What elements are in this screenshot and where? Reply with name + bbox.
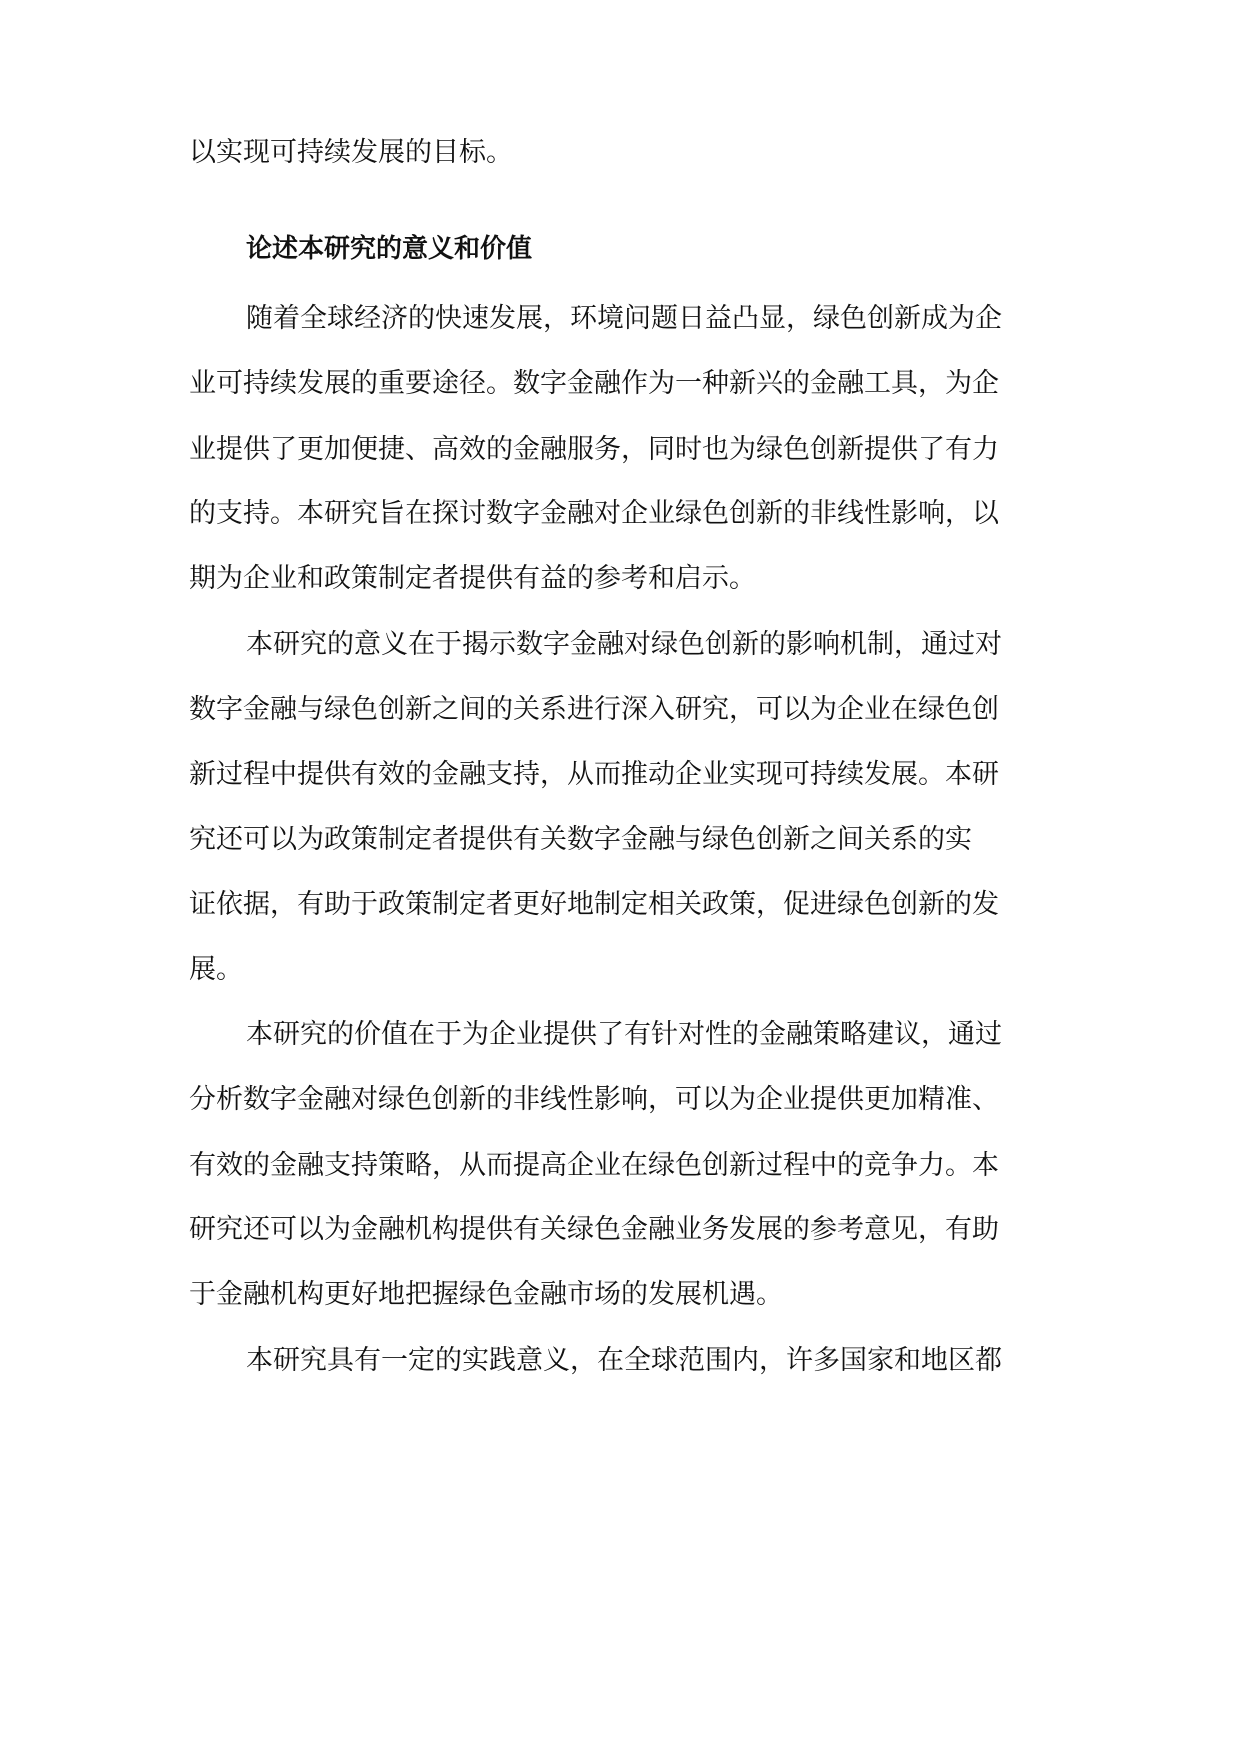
text-line: 本研究的价值在于为企业提供了有针对性的金融策略建议，通过 [246, 1019, 1002, 1050]
text-line: 业可持续发展的重要途径。数字金融作为一种新兴的金融工具，为企 [189, 368, 999, 399]
section-heading: 论述本研究的意义和价值 [246, 234, 533, 264]
text-line: 究还可以为政策制定者提供有关数字金融与绿色创新之间关系的实 [189, 824, 972, 855]
text-line: 展。 [189, 954, 243, 985]
text-line: 本研究的意义在于揭示数字金融对绿色创新的影响机制，通过对 [246, 629, 1002, 660]
text-line: 的支持。本研究旨在探讨数字金融对企业绿色创新的非线性影响，以 [189, 498, 999, 529]
text-line: 随着全球经济的快速发展，环境问题日益凸显，绿色创新成为企 [246, 303, 1002, 334]
text-line: 有效的金融支持策略，从而提高企业在绿色创新过程中的竞争力。本 [189, 1150, 999, 1181]
text-line: 于金融机构更好地把握绿色金融市场的发展机遇。 [189, 1279, 783, 1310]
text-line: 本研究具有一定的实践意义，在全球范围内，许多国家和地区都 [246, 1345, 1002, 1376]
text-line: 业提供了更加便捷、高效的金融服务，同时也为绿色创新提供了有力 [189, 434, 999, 465]
text-line: 研究还可以为金融机构提供有关绿色金融业务发展的参考意见，有助 [189, 1214, 999, 1245]
text-line: 期为企业和政策制定者提供有益的参考和启示。 [189, 563, 756, 594]
text-line: 分析数字金融对绿色创新的非线性影响，可以为企业提供更加精准、 [189, 1084, 999, 1115]
text-line: 数字金融与绿色创新之间的关系进行深入研究，可以为企业在绿色创 [189, 694, 999, 725]
text-line: 证依据，有助于政策制定者更好地制定相关政策，促进绿色创新的发 [189, 889, 999, 920]
text-line: 新过程中提供有效的金融支持，从而推动企业实现可持续发展。本研 [189, 759, 999, 790]
text-line: 以实现可持续发展的目标。 [189, 137, 513, 168]
